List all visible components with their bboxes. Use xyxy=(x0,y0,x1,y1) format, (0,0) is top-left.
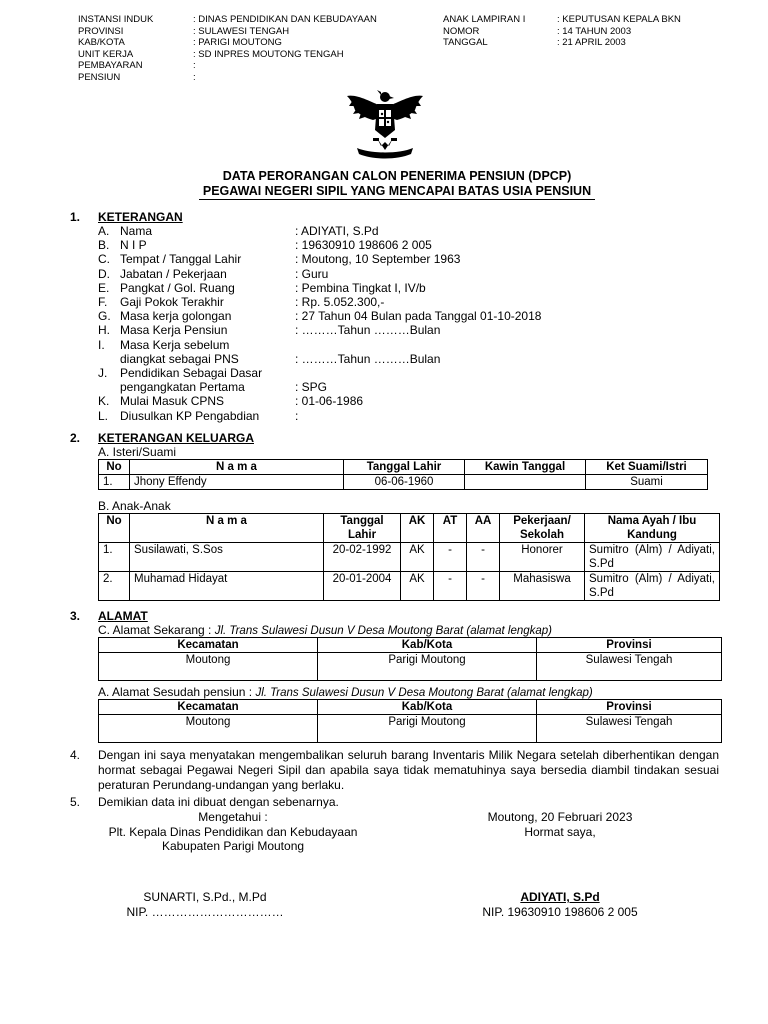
row-letter: G. xyxy=(98,309,111,324)
header-value: : DINAS PENDIDIKAN DAN KEBUDAYAAN xyxy=(193,14,377,25)
table-header: No xyxy=(99,460,130,475)
row-letter: I. xyxy=(98,337,105,352)
section-3-number: 3. xyxy=(70,609,81,623)
header-label: UNIT KERJA xyxy=(78,48,134,60)
header-value: : PARIGI MOUTONG xyxy=(193,37,282,48)
table-cell xyxy=(465,475,586,490)
table-header-row xyxy=(99,514,720,543)
table-header: Kawin Tanggal xyxy=(465,460,586,475)
table-header-row xyxy=(99,638,722,653)
table-header: Tanggal Lahir xyxy=(344,460,465,475)
table-cell: 1. xyxy=(99,475,130,490)
table-cell: Jhony Effendy xyxy=(130,475,344,490)
row-value: : ………Tahun ………Bulan xyxy=(295,323,441,338)
keterangan-row xyxy=(98,409,541,423)
header-left-labels xyxy=(78,14,153,83)
table-row xyxy=(99,543,720,572)
table-cell: Muhamad Hidayat xyxy=(130,572,324,601)
keterangan-row xyxy=(98,366,541,380)
row-value: : 19630910 198606 2 005 xyxy=(295,238,432,253)
row-label: Nama xyxy=(120,224,153,238)
table-cell: Suami xyxy=(586,475,708,490)
section-3-heading: ALAMAT xyxy=(98,609,148,623)
header-value: : 14 TAHUN 2003 xyxy=(557,25,632,37)
spouse-label: A. Isteri/Suami xyxy=(98,445,177,459)
after-address-value: Jl. Trans Sulawesi Dusun V Desa Moutong Barat (alamat lengkap) xyxy=(255,687,593,699)
table-header: N a m a xyxy=(130,514,324,543)
left-signatory xyxy=(110,890,300,920)
row-label: diangkat sebagai PNS xyxy=(120,351,239,366)
header-value: : SD INPRES MOUTONG TENGAH xyxy=(193,48,344,60)
row-letter: B. xyxy=(98,238,110,253)
table-cell: Honorer xyxy=(500,543,585,572)
left-sign-line-3: Kabupaten Parigi Moutong xyxy=(161,839,305,853)
row-letter: H. xyxy=(98,323,110,338)
row-value: : 27 Tahun 04 Bulan pada Tanggal 01-10-2018 xyxy=(295,309,542,324)
table-cell: Moutong xyxy=(99,715,318,743)
table-header: Tanggal Lahir xyxy=(324,514,401,543)
row-value: : ADIYATI, S.Pd xyxy=(295,224,379,238)
row-value: : Rp. 5.052.300,- xyxy=(295,295,385,310)
header-right-labels xyxy=(443,14,525,49)
row-letter: F. xyxy=(98,295,108,310)
table-cell: Parigi Moutong xyxy=(318,715,537,743)
table-cell: 1. xyxy=(99,543,130,572)
header-label: ANAK LAMPIRAN I xyxy=(443,14,526,25)
after-address-table xyxy=(98,699,722,743)
table-cell: Mahasiswa xyxy=(500,572,585,601)
row-label: N I P xyxy=(120,238,147,253)
table-header: N a m a xyxy=(130,460,344,475)
keterangan-row xyxy=(98,224,541,238)
left-signature-block xyxy=(98,810,368,854)
header-right-values xyxy=(557,14,681,49)
table-header: AK xyxy=(401,514,434,543)
row-label: Pendidikan Sebagai Dasar xyxy=(120,366,263,381)
row-value: : 01-06-1986 xyxy=(295,394,364,409)
table-cell: Moutong xyxy=(99,653,318,681)
row-label: Masa Kerja Pensiun xyxy=(120,323,228,338)
right-signatory-nip: NIP. 19630910 198606 2 005 xyxy=(482,905,638,919)
right-signatory-name: ADIYATI, S.Pd xyxy=(520,890,600,904)
table-header: Kecamatan xyxy=(99,638,318,653)
table-cell: - xyxy=(467,572,500,601)
table-row xyxy=(99,653,722,681)
keterangan-row xyxy=(98,295,541,309)
row-letter: D. xyxy=(98,266,110,281)
table-header: Provinsi xyxy=(537,700,722,715)
row-label: Jabatan / Pekerjaan xyxy=(120,266,227,281)
header-label: TANGGAL xyxy=(443,37,488,48)
row-letter: K. xyxy=(98,394,110,409)
table-cell: Parigi Moutong xyxy=(318,653,537,681)
table-cell: AK xyxy=(401,572,434,601)
header-label: PEMBAYARAN xyxy=(78,60,143,71)
row-letter: L. xyxy=(98,408,109,423)
left-signatory-name: SUNARTI, S.Pd., M.Pd xyxy=(143,890,267,904)
table-header-row xyxy=(99,700,722,715)
table-cell: Sumitro (Alm) / Adiyati, S.Pd xyxy=(585,543,720,572)
row-label: Pangkat / Gol. Ruang xyxy=(120,280,235,295)
table-cell: Susilawati, S.Sos xyxy=(130,543,324,572)
keterangan-row xyxy=(98,252,541,266)
table-cell: - xyxy=(467,543,500,572)
section-5-text: Demikian data ini dibuat dengan sebenarnya. xyxy=(98,795,339,809)
table-header: No xyxy=(99,514,130,543)
table-row xyxy=(99,475,708,490)
header-label: PROVINSI xyxy=(78,25,124,37)
header-value: : 21 APRIL 2003 xyxy=(557,37,626,48)
header-value: : SULAWESI TENGAH xyxy=(193,25,290,37)
table-cell: 06-06-1960 xyxy=(344,475,465,490)
after-address-label: A. Alamat Sesudah pensiun : xyxy=(98,685,256,699)
table-row xyxy=(99,715,722,743)
table-cell: Sulawesi Tengah xyxy=(537,653,722,681)
table-header: Pekerjaan/ Sekolah xyxy=(500,514,585,543)
keterangan-row xyxy=(98,352,541,366)
header-label: KAB/KOTA xyxy=(78,37,125,48)
table-cell: AK xyxy=(401,543,434,572)
row-value: : Moutong, 10 September 1963 xyxy=(295,252,461,267)
row-value: : Guru xyxy=(295,266,329,281)
section-1-rows xyxy=(98,224,541,423)
title-line-1: DATA PERORANGAN CALON PENERIMA PENSIUN (DPCP) xyxy=(222,169,572,183)
spouse-table xyxy=(98,459,708,490)
header-left-values xyxy=(193,14,377,83)
row-label: Tempat / Tanggal Lahir xyxy=(120,252,242,267)
right-sign-line-1: Moutong, 20 Februari 2023 xyxy=(487,810,633,824)
table-header: AT xyxy=(434,514,467,543)
section-1-number: 1. xyxy=(70,210,81,224)
section-4-number: 4. xyxy=(70,748,81,762)
right-signatory xyxy=(460,890,660,920)
row-label: Masa kerja golongan xyxy=(120,309,232,324)
keterangan-row xyxy=(98,309,541,323)
row-value: : ………Tahun ………Bulan xyxy=(295,351,441,366)
garuda-emblem-icon xyxy=(343,88,427,162)
keterangan-row xyxy=(98,380,541,394)
header-label: NOMOR xyxy=(443,25,480,37)
section-4-text: Dengan ini saya menyatakan mengembalikan seluruh barang Inventaris Milik Negara setelah diberhentikan dengan hormat sebagai Pegawai Negeri Sipil dan apabila saya tidak mematuhinya saya bersedia diambil tindakan sesuai peraturan Perundang-undangan yang berlaku. xyxy=(98,748,719,792)
left-sign-line-1: Mengetahui : xyxy=(198,810,268,824)
keterangan-row xyxy=(98,281,541,295)
document-title xyxy=(0,169,768,200)
table-cell: 20-02-1992 xyxy=(324,543,401,572)
row-letter: A. xyxy=(98,224,110,238)
header-value: : KEPUTUSAN KEPALA BKN xyxy=(557,14,681,25)
current-address-label: C. Alamat Sekarang : xyxy=(98,623,215,637)
table-header-row xyxy=(99,460,708,475)
table-cell: Sumitro (Alm) / Adiyati, S.Pd xyxy=(585,572,720,601)
section-2-number: 2. xyxy=(70,431,81,445)
row-label: Mulai Masuk CPNS xyxy=(120,394,225,409)
header-value: : xyxy=(193,60,196,71)
current-address-value: Jl. Trans Sulawesi Dusun V Desa Moutong Barat (alamat lengkap) xyxy=(214,625,553,637)
section-1-heading: KETERANGAN xyxy=(98,210,183,224)
table-cell: Sulawesi Tengah xyxy=(537,715,722,743)
table-header: Kab/Kota xyxy=(318,700,537,715)
row-letter: E. xyxy=(98,280,110,295)
left-signatory-nip: NIP. …………………………… xyxy=(126,905,284,919)
row-label: Diusulkan KP Pengabdian xyxy=(120,408,260,423)
table-cell: 2. xyxy=(99,572,130,601)
table-header: Kab/Kota xyxy=(318,638,537,653)
row-letter: C. xyxy=(98,252,110,267)
row-value: : SPG xyxy=(295,380,328,395)
keterangan-row xyxy=(98,267,541,281)
header-value: : xyxy=(193,71,196,83)
table-header: AA xyxy=(467,514,500,543)
keterangan-row xyxy=(98,394,541,408)
keterangan-row xyxy=(98,238,541,252)
header-label: PENSIUN xyxy=(78,71,121,83)
table-header: Ket Suami/Istri xyxy=(586,460,708,475)
title-line-2: PEGAWAI NEGERI SIPIL YANG MENCAPAI BATAS USIA PENSIUN xyxy=(199,184,595,200)
right-sign-line-2: Hormat saya, xyxy=(524,824,596,839)
row-letter: J. xyxy=(98,366,108,381)
children-label: B. Anak-Anak xyxy=(98,499,171,513)
table-cell: - xyxy=(434,572,467,601)
table-cell: - xyxy=(434,543,467,572)
row-label: Masa Kerja sebelum xyxy=(120,337,230,352)
children-table xyxy=(98,513,720,601)
row-value: : Pembina Tingkat I, IV/b xyxy=(295,280,426,295)
table-row xyxy=(99,572,720,601)
current-address-table xyxy=(98,637,722,681)
row-value: : xyxy=(295,408,299,423)
left-sign-line-2: Plt. Kepala Dinas Pendidikan dan Kebudayaan xyxy=(108,824,358,839)
table-header: Provinsi xyxy=(537,638,722,653)
table-cell: 20-01-2004 xyxy=(324,572,401,601)
table-header: Nama Ayah / Ibu Kandung xyxy=(585,514,720,543)
keterangan-row xyxy=(98,338,541,352)
section-5-number: 5. xyxy=(70,795,81,809)
table-header: Kecamatan xyxy=(99,700,318,715)
header-label: INSTANSI INDUK xyxy=(78,14,154,25)
row-label: pengangkatan Pertama xyxy=(120,380,245,395)
keterangan-row xyxy=(98,323,541,337)
row-label: Gaji Pokok Terakhir xyxy=(120,295,224,310)
section-2-heading: KETERANGAN KELUARGA xyxy=(98,431,254,445)
right-signature-block xyxy=(460,810,660,839)
after-address-line xyxy=(98,685,593,699)
current-address-line xyxy=(98,623,552,637)
